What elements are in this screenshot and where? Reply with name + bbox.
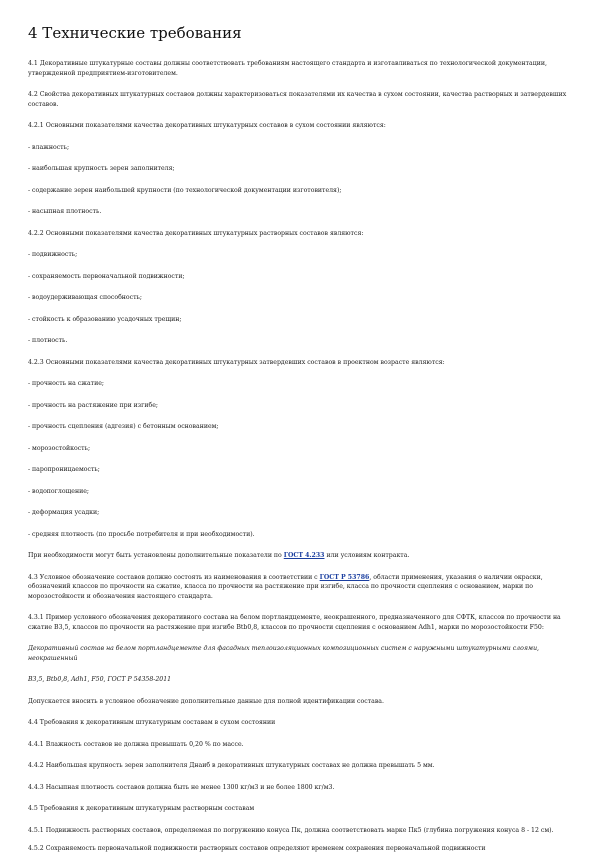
list-item: - подвижность; xyxy=(28,251,78,258)
list-item: - прочность сцепления (адгезия) с бетонным основанием; xyxy=(28,423,219,430)
list-item: - сохраняемость первоначальной подвижности; xyxy=(28,272,185,280)
paragraph-4-2-2: 4.2.2 Основными показателями качества декоративных штукатурных растворных составов являются: xyxy=(28,229,364,237)
list-item: - наибольшая крупность зерен заполнителя; xyxy=(28,165,175,172)
paragraph-4-4-1: 4.4.1 Влажность составов не должна превышать 0,20 % по массе. xyxy=(28,740,244,748)
list-item: - водопоглощение; xyxy=(28,487,89,495)
paragraph-4-2-3: 4.2.3 Основными показателями качества декоративных штукатурных затвердевших составов в проектном возрасте являются: xyxy=(28,358,445,366)
gost-r-53786-link[interactable]: ГОСТ Р 53786 xyxy=(319,573,370,581)
paragraph-4-5-2: 4.5.2 Сохраняемость первоначальной подвижности растворных составов определяют временем сохранения первоначальной подвижности xyxy=(28,845,486,852)
example-designation-code: В3,5, Btb0,8, Adh1, F50, ГОСТ Р 54358-2011 xyxy=(28,676,172,683)
paragraph-4-3-1: 4.3.1 Пример условного обозначения декоративного состава на белом портландцементе, неокрашенного, предназначенного для СФТК, классов по прочности на сжатие В3,5, классов по прочности на растяжение при изгибе Btb0,8, классов по прочности сцепления с основанием Adh1, марки по морозостойкости F50: xyxy=(28,614,561,631)
paragraph-4-1: 4.1 Декоративные штукатурные составы должны соответствовать требованиям настоящего стандарта и изготавливаться по технологической документации, утвержденной предприятием-изготовителем. xyxy=(28,60,547,77)
paragraph-4-4-3: 4.4.3 Насыпная плотность составов должна быть не менее 1300 кг/м3 и не более 1800 кг/м3. xyxy=(28,783,335,791)
list-item: - стойкость к образованию усадочных трещин; xyxy=(28,315,182,323)
paragraph-4-5: 4.5 Требования к декоративным штукатурным растворным составам xyxy=(28,805,255,812)
paragraph-4-2: 4.2 Свойства декоративных штукатурных составов должны характеризоваться показателями их качества в сухом состоянии, качества растворных и затвердевших составов. xyxy=(28,91,567,108)
paragraph-4-5-1: 4.5.1 Подвижность растворных составов, определяемая по погружению конуса Пк, должна соответствовать марке Пк5 (глубина погружения конуса 8 - 12 см). xyxy=(28,826,554,834)
example-designation-text: Декоративный состав на белом портландцементе для фасадных теплоизоляционных композиционных систем с наружными штукатурными слоями, неокрашенный xyxy=(28,645,540,662)
list-item: - плотность. xyxy=(28,337,68,344)
paragraph-additional-indicators xyxy=(28,551,567,561)
text-span: 4.3 Условное обозначение составов должно состоять из наименования в соответствии с xyxy=(28,573,320,581)
list-item: - средняя плотность (по просьбе потребителя и при необходимости). xyxy=(28,530,255,538)
text-span: или условиям контракта. xyxy=(324,552,410,559)
paragraph-designation-note: Допускается вносить в условное обозначение дополнительные данные для полной идентификации состава. xyxy=(28,697,384,705)
gost-4-233-link[interactable]: ГОСТ 4.233 xyxy=(283,552,325,559)
paragraph-4-2-1: 4.2.1 Основными показателями качества декоративных штукатурных составов в сухом состоянии являются: xyxy=(28,122,386,129)
list-item: - водоудерживающая способность; xyxy=(28,294,142,301)
paragraph-4-4-2: 4.4.2 Наибольшая крупность зерен заполнителя Днаиб в декоративных штукатурных составах не должна превышать 5 мм. xyxy=(28,762,435,769)
list-item: - деформация усадки; xyxy=(28,509,100,516)
section-heading: 4 Технические требования xyxy=(28,24,242,42)
list-item: - влажность; xyxy=(28,143,70,151)
list-item: - содержание зерен наибольшей крупности (по технологической документации изготовителя); xyxy=(28,186,342,194)
list-item: - прочность на сжатие; xyxy=(28,380,104,387)
paragraph-4-3 xyxy=(28,573,567,602)
list-item: - морозостойкость; xyxy=(28,444,91,452)
list-item: - насыпная плотность. xyxy=(28,208,102,215)
list-item: - паропроницаемость; xyxy=(28,466,100,473)
list-item: - прочность на растяжение при изгибе; xyxy=(28,401,158,409)
text-span: , области применения, указания о наличии окраски, обозначений классов по прочности на сжатие, класса по прочности на растяжение при изгибе, класса по прочности сцепления с основанием, марки по морозостойкости и обозначения настоящего стандарта. xyxy=(28,573,543,600)
paragraph-4-4: 4.4 Требования к декоративным штукатурным составам в сухом состоянии xyxy=(28,719,276,726)
text-span: При необходимости могут быть установлены дополнительные показатели по xyxy=(28,552,284,559)
